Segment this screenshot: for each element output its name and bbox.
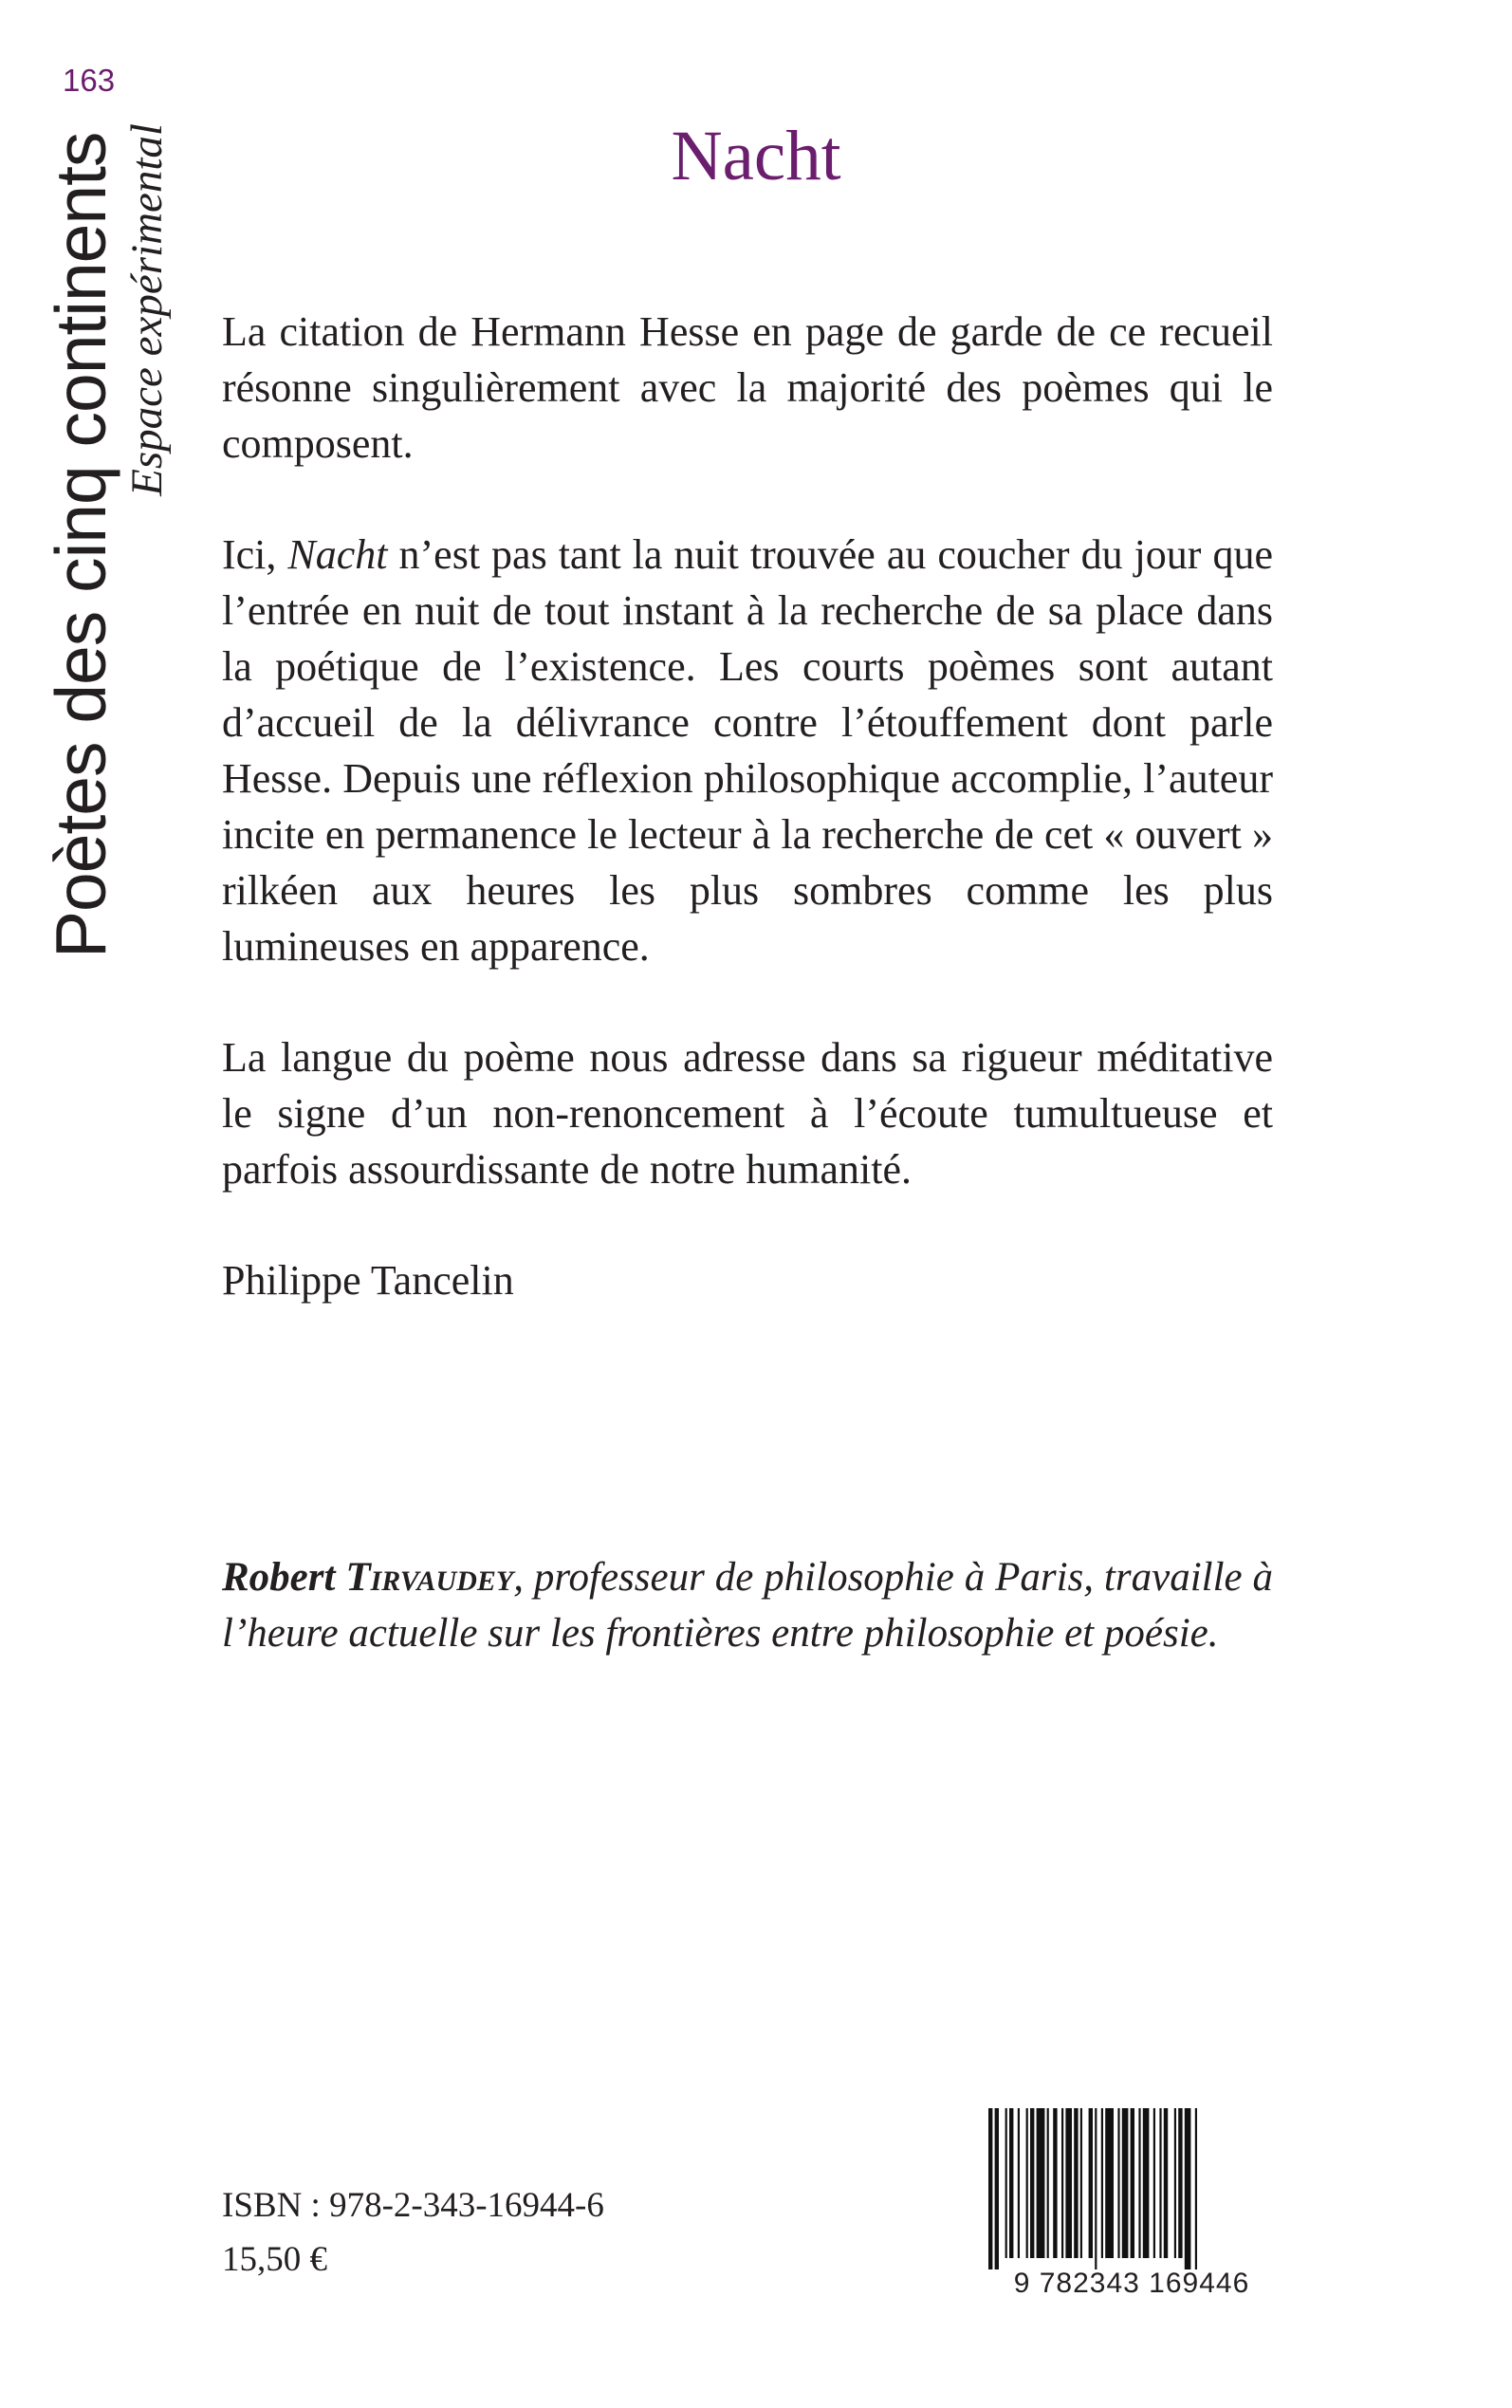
barcode-bar — [1138, 2108, 1140, 2258]
barcode-bar — [1143, 2108, 1150, 2258]
barcode-bar — [1053, 2108, 1057, 2258]
blurb-paragraph-3: La langue du poème nous adresse dans sa rigueur méditative le signe d’un non-renoncement à l’écoute tumultueuse et parfois assourdissante de notre humanité. — [222, 1034, 1273, 1193]
barcode-bar — [1030, 2108, 1034, 2258]
blurb-paragraph-2 — [222, 527, 1273, 974]
author-bio — [222, 1549, 1273, 1661]
barcode-bar — [1153, 2108, 1155, 2258]
author-lastname: Tirvaudey — [345, 1555, 514, 1600]
barcode-bar — [1164, 2108, 1168, 2258]
barcode-bar — [995, 2108, 999, 2269]
author-firstname: Robert — [222, 1555, 346, 1600]
barcode-bar — [1185, 2108, 1191, 2269]
barcode-bar — [1074, 2108, 1078, 2258]
blurb-signature: Philippe Tancelin — [222, 1257, 514, 1304]
barcode-bar — [1061, 2108, 1063, 2258]
book-title: Nacht — [671, 117, 841, 195]
barcode-bar — [1009, 2108, 1013, 2258]
barcode-bar — [1101, 2108, 1103, 2258]
barcode-bar — [1117, 2108, 1119, 2258]
barcode-bar — [1131, 2108, 1134, 2258]
isbn: ISBN : 978-2-343-16944-6 — [222, 2186, 604, 2225]
barcode-bars — [979, 2104, 1284, 2270]
blurb — [222, 304, 1273, 1363]
barcode-bar — [1089, 2108, 1093, 2258]
barcode-digits: 9 782343 169446 — [1013, 2268, 1250, 2299]
barcode-bar — [1037, 2108, 1045, 2258]
series-name: Poètes des cinq continents — [41, 132, 120, 958]
barcode-bar — [1018, 2108, 1020, 2258]
price: 15,50 € — [222, 2240, 327, 2279]
para2-rest: n’est pas tant la nuit trouvée au coucher du jour que l’entrée en nuit de tout instant à la recherche de sa place dans la poétique de l’existence. Les courts poèmes sont autant d’accueil de la délivrance contre l’étouffement dont parle Hesse. Depuis une réflexion philosophique accomplie, l’auteur incite en permanence le lecteur à la recherche de cet « ouvert » rilkéen aux heures les plus sombres comme les plus lumineuses en apparence. — [222, 531, 1273, 970]
barcode-bar — [1122, 2108, 1129, 2258]
barcode-bar — [1159, 2108, 1161, 2258]
para2-title-italic: Nacht — [287, 531, 388, 578]
barcode-bar — [1174, 2108, 1176, 2258]
barcode-bar — [1178, 2108, 1182, 2258]
blurb-paragraph-1: La citation de Hermann Hesse en page de garde de ce recueil résonne singulièrement avec la majorité des poèmes qui le composent. — [222, 308, 1273, 467]
barcode-bar — [1195, 2108, 1197, 2269]
barcode-bar — [988, 2108, 992, 2269]
barcode-bar — [1080, 2108, 1082, 2258]
barcode-bar — [1065, 2108, 1072, 2258]
author-bio-text: , professeur de philosophie à Paris, travaille à l’heure actuelle sur les frontières entre philosophie et poésie. — [222, 1555, 1274, 1656]
barcode-bar — [1026, 2108, 1028, 2258]
barcode-bar — [1005, 2108, 1007, 2258]
barcode-bar — [1105, 2108, 1114, 2258]
barcode-bar — [1047, 2108, 1049, 2258]
series-number: 163 — [63, 63, 116, 98]
para2-start: Ici, — [222, 531, 288, 578]
series-spine-text — [38, 123, 171, 958]
barcode — [979, 2104, 1284, 2308]
series-subtitle: Espace expérimental — [122, 123, 172, 496]
barcode-bar — [1095, 2108, 1097, 2269]
